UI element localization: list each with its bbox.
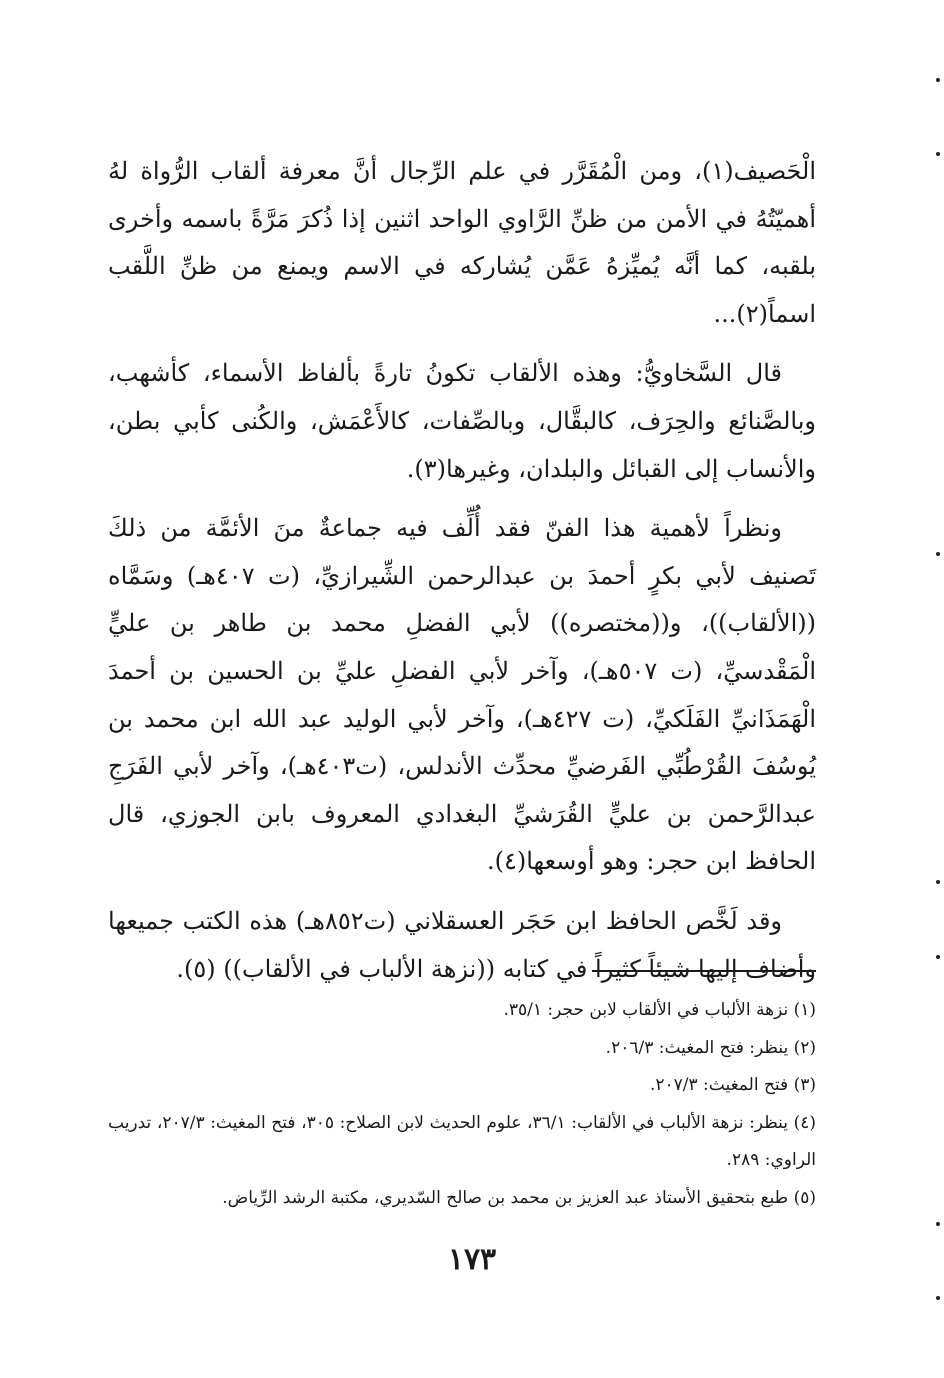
scan-speck bbox=[936, 955, 940, 959]
paragraph-2: قال السَّخاويُّ: وهذه الألقاب تكونُ تارةً بألفاظ الأسماء، كأشهب، وبالصَّنائع والحِرَف، كالبقَّال، وبالصِّفات، كالأَعْمَش، والكُنى كأبي بطن، والأنساب إلى القبائل والبلدان، وغيرها(٣). bbox=[108, 359, 816, 483]
paragraph-4: وقد لَخَّص الحافظ ابن حَجَر العسقلاني (ت٨٥٢هـ) هذه الكتب جميعها وأضاف إليها شيئاً كثيراً في كتابه ((نزهة الألباب في الألقاب)) (٥). bbox=[108, 906, 816, 983]
scan-speck bbox=[936, 1222, 940, 1226]
scan-speck bbox=[936, 152, 940, 156]
footnote-5: (٥) طبع بتحقيق الأستاذ عبد العزيز بن محمد بن صالح السّديري، مكتبة الرشد الرِّياض. bbox=[222, 1187, 816, 1208]
footnote-4: (٤) ينظر: نزهة الألباب في الألقاب: ٣٦/١، علوم الحديث لابن الصلاح: ٣٠٥، فتح المغيث: ٢٠٧/٣، تدريب الراوي: ٢٨٩. bbox=[108, 1112, 816, 1170]
footnotes bbox=[108, 992, 816, 1217]
footnote-3: (٣) فتح المغيث: ٢٠٧/٣. bbox=[649, 1075, 816, 1095]
scan-speck bbox=[936, 880, 940, 884]
footnote-2: (٢) ينظر: فتح المغيث: ٢٠٦/٣. bbox=[605, 1037, 816, 1058]
scan-speck bbox=[936, 552, 940, 556]
footnote-divider bbox=[592, 970, 816, 972]
scan-speck bbox=[936, 1296, 940, 1300]
paragraph-1: الْحَصيف(١)، ومن الْمُقَرَّر في علم الرِّجال أنَّ معرفة ألقاب الرُّواة لهُ أهميّتُهُ في الأمن من ظنِّ الرَّاوي الواحد اثنين إذا ذُكرَ مَرَّةً باسمه وأخرى بلقبه، كما أنَّه يُميِّزهُ عَمَّن يُشاركه في الاسم ويمنع من ظنِّ اللَّقب اسماً(٢)... bbox=[108, 157, 816, 328]
footnote-1: (١) نزهة الألباب في الألقاب لابن حجر: ٣٥/١. bbox=[503, 1000, 816, 1020]
main-text bbox=[108, 148, 816, 993]
scan-speck bbox=[936, 78, 940, 82]
page-number: ١٧٣ bbox=[447, 1242, 497, 1277]
paragraph-3: ونظراً لأهمية هذا الفنّ فقد أُلِّف فيه جماعةٌ منَ الأئمَّة من ذلكَ تَصنيف لأبي بكرٍ أحمدَ بن عبدالرحمن الشِّيرازيِّ، (ت ٤٠٧هـ) وسَمَّاه ((الألقاب))، و((مختصره)) لأبي الفضلِ محمد بن طاهر بن عليٍّ الْمَقْدسيِّ، (ت ٥٠٧هـ)، وآخر لأبي الفضلِ عليِّ بن الحسين بن أحمدَ الْهَمَذَانيِّ الفَلَكيِّ، (ت ٤٢٧هـ)، وآخر لأبي الوليد عبد الله ابن محمد بن يُوسُفَ القُرْطُبِّي الفَرضيِّ محدِّث الأندلس، (ت٤٠٣هـ)، وآخر لأبي الفَرَجِ عبدالرَّحمن بن عليٍّ القُرَشيِّ البغدادي المعروف بابن الجوزي، قال الحافظ ابن حجر: وهو أوسعها(٤). bbox=[108, 514, 817, 876]
